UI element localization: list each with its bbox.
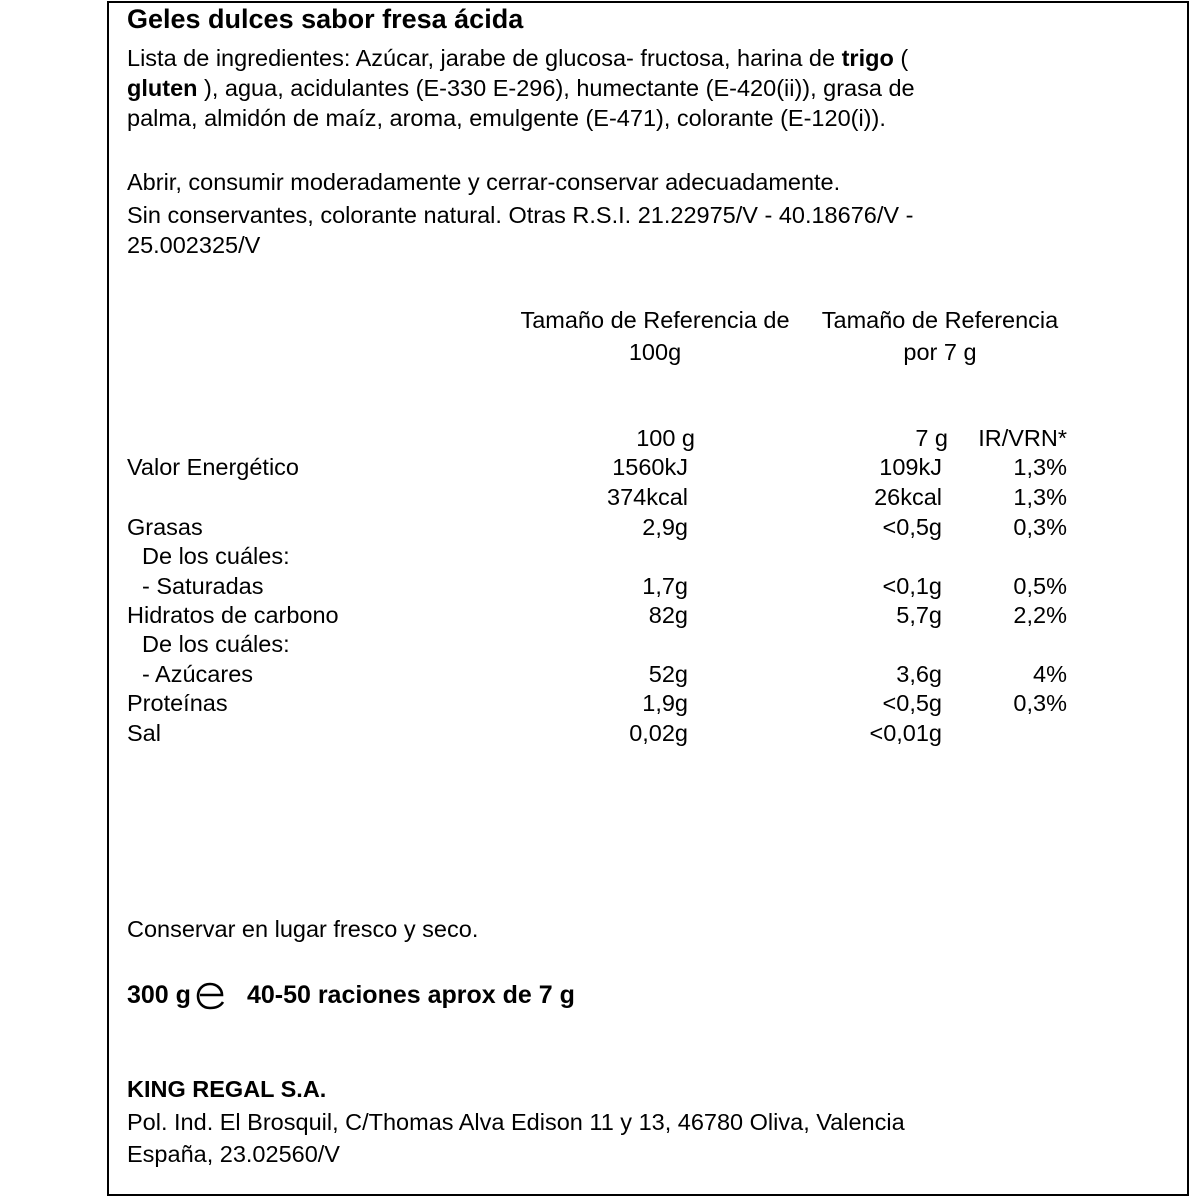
nutrient-label: De los cuáles: — [142, 631, 290, 657]
value-per-7g: <0,5g — [882, 514, 942, 540]
ref-100-header-2: 100g — [628, 339, 682, 365]
nutrient-label: - Saturadas — [142, 573, 264, 599]
usage-note: Abrir, consumir moderadamente y cerrar-conservar adecuadamente. — [127, 169, 841, 195]
allergen-trigo: trigo — [841, 45, 894, 71]
ir-vrn-percent: 4% — [1033, 661, 1067, 687]
ingredients-text: ), agua, acidulantes (E-330 E-296), humectante (E-420(ii)), grasa de — [197, 75, 915, 101]
ingredients-line-3: palma, almidón de maíz, aroma, emulgente (E-471), colorante (E-120(i)). — [127, 105, 886, 131]
col-100g: 100 g — [636, 425, 695, 451]
company-address: Pol. Ind. El Brosquil, C/Thomas Alva Edison 11 y 13, 46780 Oliva, Valencia — [127, 1109, 905, 1135]
product-title: Geles dulces sabor fresa ácida — [127, 4, 524, 34]
nutrient-label: Sal — [127, 720, 161, 746]
value-per-100g: 1560kJ — [612, 454, 688, 480]
value-per-100g: 1,7g — [642, 573, 688, 599]
ingredients-text: Lista de ingredientes: Azúcar, jarabe de glucosa- fructosa, harina de — [127, 45, 842, 71]
value-per-100g: 2,9g — [642, 514, 688, 540]
value-per-7g: 5,7g — [896, 602, 942, 628]
storage-note: Conservar en lugar fresco y seco. — [127, 916, 479, 942]
value-per-100g: 374kcal — [607, 484, 688, 510]
value-per-7g: 3,6g — [896, 661, 942, 687]
ir-vrn-percent: 2,2% — [1013, 602, 1067, 628]
ir-vrn-percent: 0,5% — [1013, 573, 1067, 599]
nutrient-label: Hidratos de carbono — [127, 602, 339, 628]
nutrient-label: Proteínas — [127, 690, 228, 716]
value-per-100g: 82g — [648, 602, 688, 628]
ref-100-header: Tamaño de Referencia de — [520, 307, 790, 333]
ir-vrn-percent: 0,3% — [1013, 514, 1067, 540]
estimated-sign-icon — [193, 980, 227, 1010]
registry-note: Sin conservantes, colorante natural. Otras R.S.I. 21.22975/V - 40.18676/V - — [127, 202, 914, 228]
nutrient-label: Grasas — [127, 514, 203, 540]
ingredients-text: ( — [893, 45, 909, 71]
registry-note-cont: 25.002325/V — [127, 232, 261, 258]
ingredients-line-1 — [127, 43, 908, 73]
company-country: España, 23.02560/V — [127, 1141, 340, 1167]
value-per-7g: <0,01g — [869, 720, 942, 746]
col-ir-vrn: IR/VRN* — [978, 425, 1067, 451]
value-per-7g: <0,5g — [882, 690, 942, 716]
net-weight: 300 g — [127, 981, 191, 1009]
servings: 40-50 raciones aprox de 7 g — [246, 981, 575, 1009]
value-per-7g: <0,1g — [882, 573, 942, 599]
col-7g: 7 g — [915, 425, 948, 451]
value-per-100g: 1,9g — [642, 690, 688, 716]
ref-7-header: Tamaño de Referencia — [821, 307, 1059, 333]
ref-7-header-2: por 7 g — [903, 339, 977, 365]
net-weight-line — [127, 980, 575, 1010]
value-per-7g: 109kJ — [879, 454, 942, 480]
value-per-100g: 52g — [648, 661, 688, 687]
ir-vrn-percent: 1,3% — [1013, 454, 1067, 480]
value-per-100g: 0,02g — [629, 720, 688, 746]
nutrient-label: - Azúcares — [142, 661, 254, 687]
ir-vrn-percent: 0,3% — [1013, 690, 1067, 716]
nutrient-label: De los cuáles: — [142, 543, 290, 569]
ingredients-line-2 — [127, 73, 915, 103]
value-per-7g: 26kcal — [874, 484, 942, 510]
company-name: KING REGAL S.A. — [127, 1076, 327, 1102]
allergen-gluten: gluten — [127, 75, 198, 101]
ir-vrn-percent: 1,3% — [1013, 484, 1067, 510]
nutrient-label: Valor Energético — [127, 454, 299, 480]
